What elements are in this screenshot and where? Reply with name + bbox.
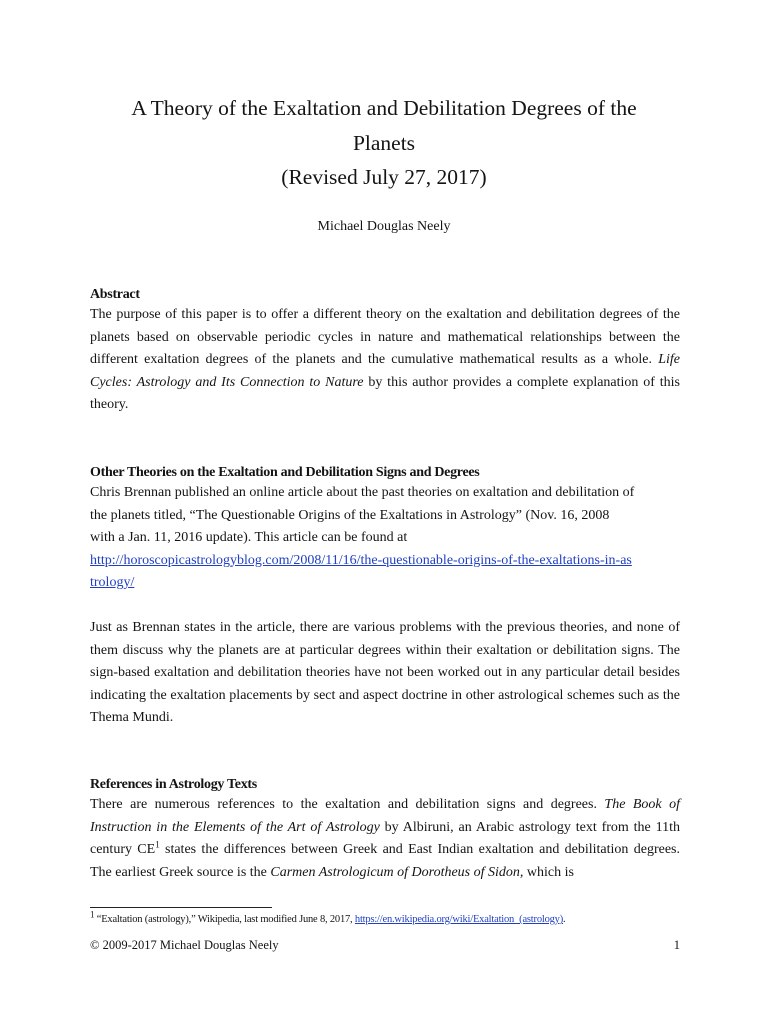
abstract-heading: Abstract — [90, 287, 140, 302]
other-theories-intro — [90, 482, 690, 595]
footnote-marker: 1 — [90, 909, 95, 920]
footnote-end: . — [563, 914, 566, 925]
abstract-book-title: Life Cycles: Astrology and Its Connection to Nature — [90, 352, 680, 390]
abstract-text-after: by this author provides a complete explanation of this theory. — [90, 374, 680, 412]
footnote-reference[interactable]: 1 — [155, 839, 160, 850]
other-theories-heading: Other Theories on the Exaltation and Debilitation Signs and Degrees — [90, 465, 480, 480]
abstract-paragraph — [90, 304, 680, 417]
footnote-link[interactable]: https://en.wikipedia.org/wiki/Exaltation_(astrology) — [354, 914, 564, 925]
references-book-albiruni: The Book of Instruction in the Elements of the Art of Astrology — [90, 797, 681, 835]
article-link-line-1[interactable]: http://horoscopicastrologyblog.com/2008/11/16/the-questionable-origins-of-the-exaltations-in-as — [90, 552, 632, 568]
abstract-text-before: The purpose of this paper is to offer a different theory on the exaltation and debilitation degrees of the planets based on observable periodic cycles in nature and mathematical relationships between the different exaltation degrees of the planets and the cumulative mathematical results as a whole. — [90, 307, 680, 367]
footnote-divider — [90, 907, 272, 908]
author-name: Michael Douglas Neely — [317, 219, 451, 234]
title-line-2: Planets — [352, 131, 416, 155]
references-text-3: states the differences between Greek and East Indian exaltation and debilitation degrees. The earliest Greek source is the — [90, 842, 680, 880]
page-number: 1 — [673, 938, 680, 952]
footnote — [90, 909, 710, 927]
references-text-4: which is — [523, 864, 574, 880]
references-heading: References in Astrology Texts — [90, 777, 257, 792]
article-link-line-2[interactable]: trology/ — [90, 575, 135, 590]
intro-line-3: with a Jan. 11, 2016 update). This article can be found at — [90, 530, 408, 545]
footnote-text: “Exaltation (astrology),” Wikipedia, last modified June 8, 2017, — [94, 914, 355, 925]
footer-copyright: © 2009-2017 Michael Douglas Neely — [90, 938, 279, 952]
title-line-1: A Theory of the Exaltation and Debilitation Degrees of the — [131, 96, 637, 120]
references-book-dorotheus: Carmen Astrologicum of Dorotheus of Sidon, — [270, 864, 524, 880]
references-text-1: There are numerous references to the exaltation and debilitation signs and degrees. — [90, 797, 605, 812]
references-paragraph — [90, 794, 680, 884]
references-text-2: by Albiruni, an Arabic astrology text from the 11th century CE — [90, 819, 680, 857]
title-revision-date: (Revised July 27, 2017) — [281, 165, 487, 189]
intro-line-1: Chris Brennan published an online article about the past theories on exaltation and debilitation of — [90, 485, 635, 500]
intro-line-2: the planets titled, “The Questionable Origins of the Exaltations in Astrology” (Nov. 16, 2008 — [90, 507, 610, 523]
other-theories-paragraph: Just as Brennan states in the article, there are various problems with the previous theories, and none of them discuss why the planets are at particular degrees within their exaltation or debilitation signs. The sign-based exaltation and debilitation theories have not been worked out in any particular detail besides indicating the exaltation placements by sect and aspect doctrine in other astrological schemes such as the Thema Mundi. — [90, 620, 680, 725]
